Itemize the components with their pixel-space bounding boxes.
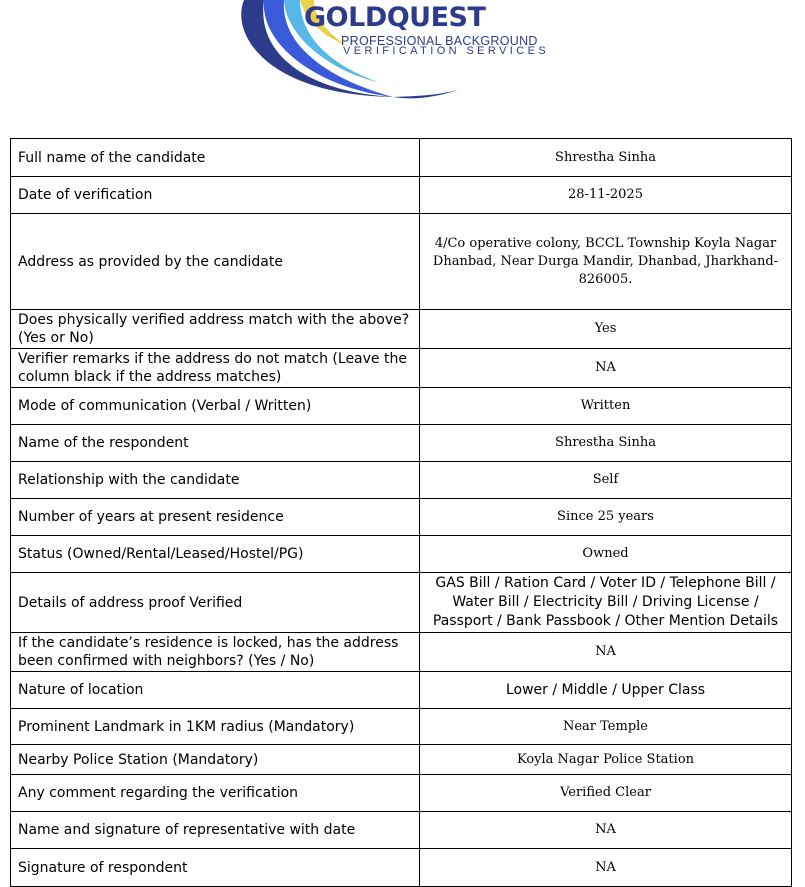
table-row [11,349,792,388]
row-value: NA [420,812,792,849]
table-row [11,177,792,214]
table-row [11,214,792,310]
row-label: Nearby Police Station (Mandatory) [11,745,420,775]
row-label: Prominent Landmark in 1KM radius (Mandatory) [11,709,420,745]
row-label: Does physically verified address match with the above? (Yes or No) [11,310,420,349]
goldquest-logo [228,0,578,104]
table-row [11,310,792,349]
row-value: GAS Bill / Ration Card / Voter ID / Telephone Bill / Water Bill / Electricity Bill / Driving License / Passport / Bank Passbook / Other Mention Details [420,573,792,633]
row-label: Name and signature of representative with date [11,812,420,849]
row-label: Details of address proof Verified [11,573,420,633]
table-row [11,462,792,499]
row-label: Mode of communication (Verbal / Written) [11,388,420,425]
row-value: Self [420,462,792,499]
row-label: Signature of respondent [11,849,420,887]
row-value: Verified Clear [420,775,792,812]
row-label: Relationship with the candidate [11,462,420,499]
row-label: Any comment regarding the verification [11,775,420,812]
row-value: Near Temple [420,709,792,745]
table-row [11,139,792,177]
row-value: Owned [420,536,792,573]
table-row [11,745,792,775]
row-label: If the candidate’s residence is locked, has the address been confirmed with neighbors? (Yes / No) [11,633,420,672]
table-row [11,633,792,672]
table-row [11,388,792,425]
row-label: Nature of location [11,672,420,709]
table-row [11,849,792,887]
logo-brand-gold: GOLD [304,2,387,33]
row-label: Full name of the candidate [11,139,420,177]
logo-wordmark [304,2,485,34]
table-row [11,812,792,849]
table-row [11,709,792,745]
logo-brand-quest: QUEST [386,2,486,33]
row-value: NA [420,349,792,388]
table-row [11,672,792,709]
logo-tagline-2: VERIFICATION SERVICES [343,45,550,57]
row-value: Since 25 years [420,499,792,536]
table-row [11,536,792,573]
row-value: Shrestha Sinha [420,425,792,462]
table-row [11,499,792,536]
logo-tagline-1: PROFESSIONAL BACKGROUND [341,34,538,48]
row-value: Written [420,388,792,425]
row-label: Number of years at present residence [11,499,420,536]
row-value: NA [420,633,792,672]
row-value: Yes [420,310,792,349]
row-label: Verifier remarks if the address do not match (Leave the column black if the address matches) [11,349,420,388]
row-value: Lower / Middle / Upper Class [420,672,792,709]
row-value: Shrestha Sinha [420,139,792,177]
row-value: 28-11-2025 [420,177,792,214]
row-label: Address as provided by the candidate [11,214,420,310]
row-value: Koyla Nagar Police Station [420,745,792,775]
table-row [11,775,792,812]
table-row [11,425,792,462]
row-value: 4/Co operative colony, BCCL Township Koyla Nagar Dhanbad, Near Durga Mandir, Dhanbad, Jharkhand-826005. [420,214,792,310]
table-row [11,573,792,633]
row-value: NA [420,849,792,887]
row-label: Name of the respondent [11,425,420,462]
row-label: Date of verification [11,177,420,214]
verification-table [10,138,792,887]
row-label: Status (Owned/Rental/Leased/Hostel/PG) [11,536,420,573]
